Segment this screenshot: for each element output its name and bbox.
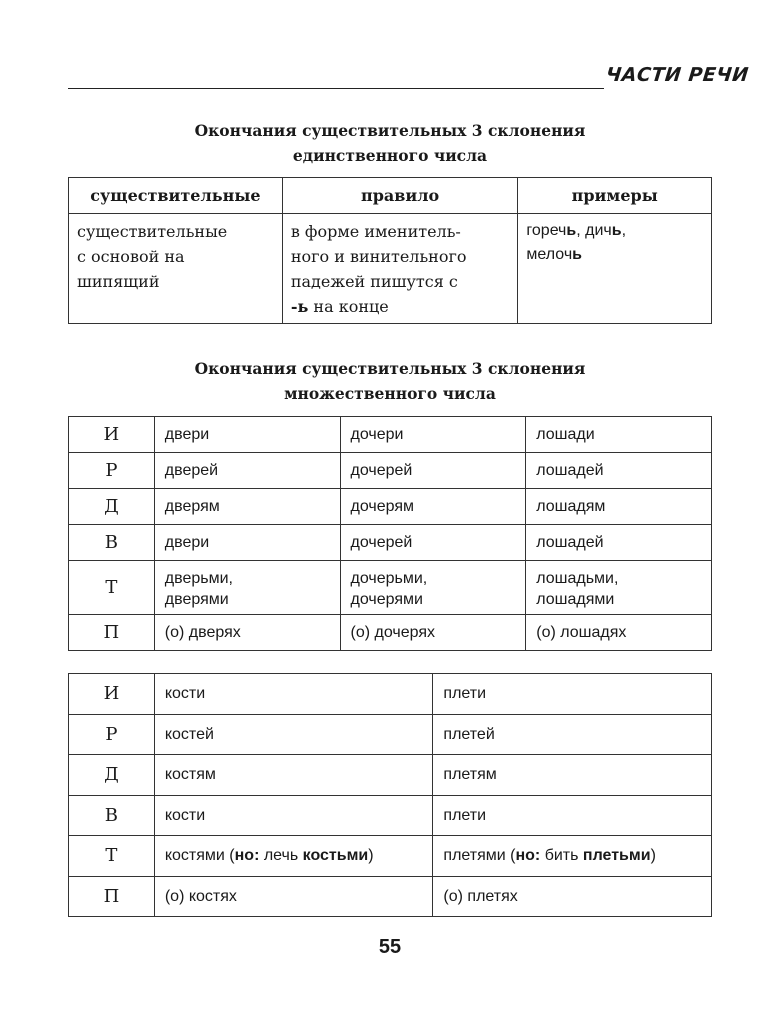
table-row xyxy=(69,836,712,877)
rule-line: ного и винительного xyxy=(290,247,467,266)
table-row xyxy=(69,214,712,324)
table-cell xyxy=(154,836,433,877)
example-ending: ь xyxy=(566,222,577,239)
table2-heading-line2: множественного числа xyxy=(284,384,496,403)
case-label: В xyxy=(69,525,155,561)
example-stem: дич xyxy=(585,222,612,239)
column-header-rule: правило xyxy=(282,178,518,214)
cell-line: дверьми, xyxy=(164,570,233,587)
cell-line: лошадьми, xyxy=(536,570,619,587)
example-ending: ь xyxy=(611,222,622,239)
cell-text: бить xyxy=(540,847,583,864)
table-row xyxy=(69,674,712,715)
table-cell: дочерей xyxy=(340,453,526,489)
case-label: И xyxy=(69,674,155,715)
table-row xyxy=(69,489,712,525)
table-row xyxy=(69,755,712,796)
table-cell: кости xyxy=(154,674,433,715)
case-label: Р xyxy=(69,453,155,489)
rule-ending: -ь xyxy=(290,297,309,316)
cell-text: ) xyxy=(650,847,656,864)
table-row xyxy=(69,615,712,651)
table-row xyxy=(69,525,712,561)
cell-text: лечь xyxy=(259,847,303,864)
noun-cell xyxy=(69,214,283,324)
table-cell: лошадей xyxy=(526,453,712,489)
table-header-row xyxy=(69,178,712,214)
rule-line xyxy=(291,294,512,319)
table-cell xyxy=(433,836,712,877)
table-cell: двери xyxy=(154,417,340,453)
rule-line: в форме именитель- xyxy=(290,222,461,241)
rule-tail: на конце xyxy=(308,297,389,316)
case-label: И xyxy=(69,417,155,453)
table2-heading-line1: Окончания существительных 3 склонения xyxy=(194,359,586,378)
table-cell: (о) дочерях xyxy=(340,615,526,651)
cell-text: ) xyxy=(368,847,374,864)
exception-marker: но: xyxy=(234,847,260,864)
cell-text: плетями ( xyxy=(443,847,516,864)
table-cell: дверям xyxy=(154,489,340,525)
plural-table-2 xyxy=(68,673,712,917)
example-stem: мелоч xyxy=(526,246,573,263)
table-cell xyxy=(526,561,712,615)
example-sep: , xyxy=(576,222,586,239)
table-cell: лошадей xyxy=(526,525,712,561)
table-row xyxy=(69,876,712,917)
section-title: ЧАСТИ РЕЧИ xyxy=(604,64,750,86)
table1-heading-line2: единственного числа xyxy=(292,146,488,165)
column-header-examples: примеры xyxy=(518,178,712,214)
case-label: Д xyxy=(69,755,155,796)
rule-line: падежей пишутся с xyxy=(290,272,458,291)
table-cell: (о) лошадях xyxy=(526,615,712,651)
rule-cell xyxy=(282,214,518,324)
table-cell: костей xyxy=(154,714,433,755)
examples-cell xyxy=(518,214,712,324)
case-label: Т xyxy=(69,561,155,615)
plural-table xyxy=(68,416,712,651)
table1-heading xyxy=(68,118,712,168)
table-row xyxy=(69,561,712,615)
table-row xyxy=(69,417,712,453)
table-cell: плетям xyxy=(433,755,712,796)
case-label: Д xyxy=(69,489,155,525)
example-stem: гореч xyxy=(526,222,567,239)
table-cell: (о) дверях xyxy=(154,615,340,651)
table-cell: костям xyxy=(154,755,433,796)
table-cell: лошадям xyxy=(526,489,712,525)
table-cell: лошади xyxy=(526,417,712,453)
case-label: П xyxy=(69,876,155,917)
case-label: Р xyxy=(69,714,155,755)
example-ending: ь xyxy=(572,246,583,263)
cell-line: дочерями xyxy=(350,591,423,608)
noun-line: с основой на xyxy=(77,247,185,266)
table-cell: кости xyxy=(154,795,433,836)
exception-word: плетьми xyxy=(582,847,651,864)
page-number: 55 xyxy=(378,936,402,958)
table2-heading xyxy=(68,356,712,406)
table-row xyxy=(69,714,712,755)
noun-line: шипящий xyxy=(77,272,160,291)
table-cell: дочери xyxy=(340,417,526,453)
table-cell: двери xyxy=(154,525,340,561)
cell-line: дочерьми, xyxy=(350,570,428,587)
table-cell xyxy=(154,561,340,615)
example-sep: , xyxy=(621,222,627,239)
table-row xyxy=(69,453,712,489)
table-cell: плети xyxy=(433,674,712,715)
column-header-nouns: существительные xyxy=(69,178,283,214)
noun-line: существительные xyxy=(77,222,228,241)
case-label: П xyxy=(69,615,155,651)
table1-heading-line1: Окончания существительных 3 склонения xyxy=(194,121,586,140)
exception-word: костьми xyxy=(302,847,369,864)
exception-marker: но: xyxy=(515,847,541,864)
table-cell xyxy=(340,561,526,615)
cell-line: дверями xyxy=(164,591,229,608)
table-cell: (о) костях xyxy=(154,876,433,917)
cell-line: лошадями xyxy=(536,591,615,608)
table-cell: дочерям xyxy=(340,489,526,525)
table-cell: дверей xyxy=(154,453,340,489)
singular-table xyxy=(68,177,712,324)
table-cell: (о) плетях xyxy=(433,876,712,917)
table-cell: дочерей xyxy=(340,525,526,561)
case-label: В xyxy=(69,795,155,836)
table-row xyxy=(69,795,712,836)
cell-text: костями ( xyxy=(164,847,235,864)
table-cell: плети xyxy=(433,795,712,836)
header-rule xyxy=(68,88,604,89)
table-cell: плетей xyxy=(433,714,712,755)
case-label: Т xyxy=(69,836,155,877)
